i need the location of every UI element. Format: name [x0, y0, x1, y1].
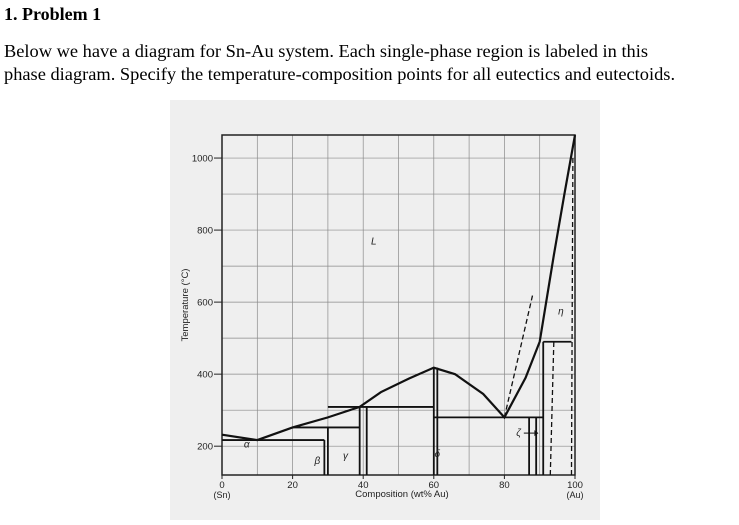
dashed-boundary-line — [550, 342, 554, 475]
y-axis-ticks — [192, 154, 222, 453]
problem-statement-line-1: Below we have a diagram for Sn-Au system. Each single-phase region is labeled in this — [4, 41, 649, 61]
y-axis-label: Temperature (°C) — [180, 268, 191, 342]
region-label: L — [371, 236, 377, 248]
x-tick-sublabel: (Au) — [566, 490, 584, 500]
phase-boundaries — [222, 342, 571, 475]
x-tick-label: 20 — [287, 480, 298, 491]
x-tick-label: 60 — [428, 480, 440, 491]
y-tick-label: 800 — [197, 225, 213, 237]
x-axis-label: Composition (wt% Au) — [355, 489, 449, 500]
region-label: δ — [434, 448, 441, 460]
y-tick-label: 400 — [197, 369, 213, 381]
phase-diagram-chart — [170, 100, 600, 520]
region-label: η — [558, 306, 564, 318]
region-label: α — [243, 439, 250, 451]
region-label: γ — [343, 450, 349, 462]
dashed-boundary-line — [571, 158, 572, 475]
dashed-boundary-line — [504, 295, 532, 417]
y-tick-label: 1000 — [191, 153, 213, 165]
problem-heading: 1. Problem 1 — [4, 4, 102, 24]
region-label: ζ — [516, 428, 521, 440]
problem-statement-line-2: phase diagram. Specify the temperature-composition points for all eutectics and eutectoids. — [4, 64, 676, 84]
x-tick-label: 0 — [219, 480, 225, 491]
x-tick-label: 40 — [357, 480, 369, 491]
region-labels — [244, 236, 564, 467]
x-tick-sublabel: (Sn) — [213, 490, 231, 500]
grid-lines — [222, 135, 575, 475]
y-tick-label: 600 — [197, 297, 213, 309]
x-tick-label: 100 — [567, 480, 583, 491]
region-label: β — [314, 456, 321, 468]
x-tick-label: 80 — [499, 480, 510, 491]
phase-diagram-figure — [170, 100, 600, 520]
problem-statement — [4, 40, 736, 86]
y-tick-label: 200 — [197, 441, 213, 453]
